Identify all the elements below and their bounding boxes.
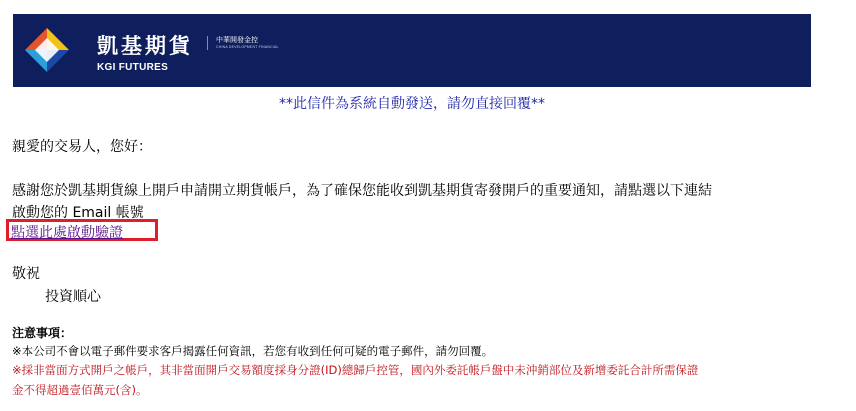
notes-title: 注意事項： (12, 326, 73, 340)
logo-divider (207, 36, 208, 50)
note-item: ※採非當面方式開戶之帳戶，其非當面開戶交易額度採身分證(ID)總歸戶控管，國內外委託帳戶盤中未沖銷部位及新增委託合計所需保證 (12, 363, 699, 377)
auto-send-notice: **此信件為系統自動發送，請勿直接回覆** (279, 96, 545, 112)
kgi-logo-icon (25, 28, 69, 72)
parent-company-name-en: CHINA DEVELOPMENT FINANCIAL (216, 45, 279, 49)
brand-name-en: KGI FUTURES (97, 62, 169, 73)
note-item: ※本公司不會以電子郵件要求客戶揭露任何資訊，若您有收到任何可疑的電子郵件，請勿回覆。 (12, 344, 494, 358)
body-text-line-2: 啟動您的 Email 帳號 (12, 205, 144, 221)
closing-salutation: 敬祝 (12, 266, 40, 282)
verify-link[interactable]: 點選此處啟動驗證 (11, 225, 123, 241)
header-banner (13, 14, 811, 87)
note-item: 金不得超過壹佰萬元(含)。 (12, 383, 148, 397)
body-text-line-1: 感謝您於凱基期貨線上開戶申請開立期貨帳戶，為了確保您能收到凱基期貨寄發開戶的重要通知，請點選以下連結 (12, 183, 712, 199)
parent-company-name: 中華開發金控 (216, 36, 258, 44)
closing-wish: 投資順心 (45, 289, 101, 305)
greeting: 親愛的交易人，您好： (12, 139, 152, 155)
brand-name: 凱基期貨 (97, 34, 193, 58)
